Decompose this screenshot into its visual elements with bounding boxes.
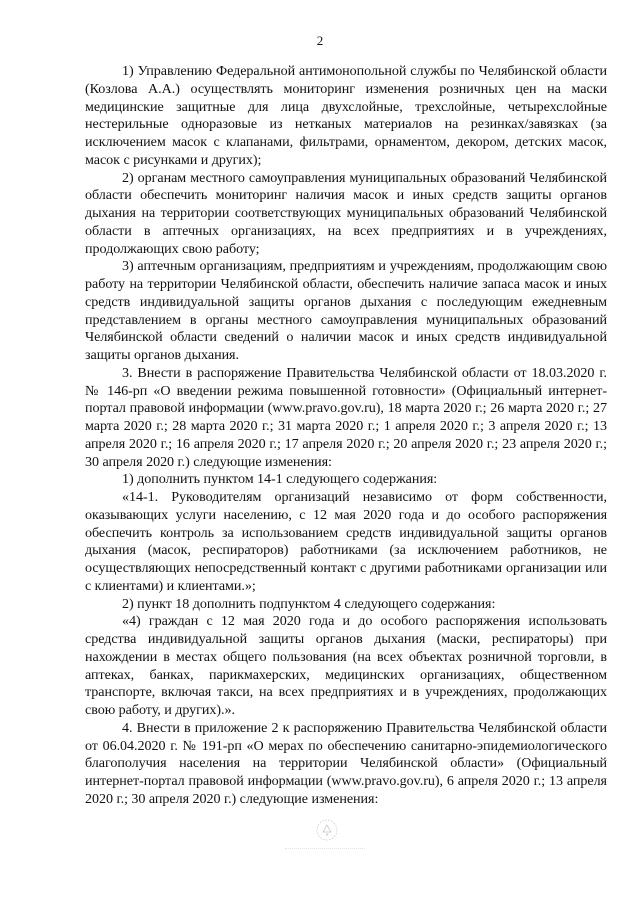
paragraph-3: 3) аптечным организациям, предприятиям и учреждениям, продолжающим свою работу на территории Челябинской области, обеспечить наличие запаса масок и иных средств индивидуальной защиты органов дыхания с последующим ежедневным представлением в органы местного самоуправления муниципальных образований Челябинской области сведений о наличии масок и иных средств индивидуальной защиты органов дыхания. — [85, 258, 607, 363]
paragraph-7: 2) пункт 18 дополнить подпунктом 4 следующего содержания: — [122, 595, 496, 612]
document-body — [85, 63, 607, 809]
paragraph-9: 4. Внести в приложение 2 к распоряжению Правительства Челябинской области от 06.04.2020 г. № 191-рп «О мерах по обеспечению санитарно-эпидемиологического благополучия населения на территории Челябинской области» (Официальный интернет-портал правовой информации (www.pravo.gov.ru), 6 апреля 2020 г.; 13 апреля 2020 г.; 30 апреля 2020 г.) следующие изменения: — [85, 719, 607, 807]
faint-scan-mark — [285, 848, 365, 850]
faint-emblem-stamp-icon — [315, 818, 339, 842]
page-number: 2 — [316, 33, 324, 48]
paragraph-1: 1) Управлению Федеральной антимонопольной службы по Челябинской области (Козлова А.А.) осуществлять мониторинг изменения розничных цен на маски медицинские защитные для лица двухслойные, трехслойные, четырехслойные нестерильные одноразовые из нетканых материалов на резинках/завязках (за исключением масок с клапанами, фильтрами, орнаментом, декором, детских масок, масок с рисунками и других); — [85, 63, 607, 168]
paragraph-6: «14-1. Руководителям организаций независимо от форм собственности, оказывающих услуги населению, с 12 мая 2020 года и до особого распоряжения обеспечить контроль за использованием средств индивидуальной защиты органов дыхания (масок, респираторов) работниками (за исключением работников, не осуществляющих непосредственный контакт с другими работниками организации или с клиентами) и клиентами.»; — [85, 489, 607, 594]
paragraph-4: 3. Внести в распоряжение Правительства Челябинской области от 18.03.2020 г. № 146-рп «О введении режима повышенной готовности» (Официальный интернет-портал правовой информации (www.pravo.gov.ru), 18 марта 2020 г.; 26 марта 2020 г.; 27 марта 2020 г.; 28 марта 2020 г.; 31 марта 2020 г.; 1 апреля 2020 г.; 3 апреля 2020 г.; 13 апреля 2020 г.; 16 апреля 2020 г.; 17 апреля 2020 г.; 20 апреля 2020 г.; 23 апреля 2020 г.; 30 апреля 2020 г.) следующие изменения: — [85, 364, 607, 470]
paragraph-2: 2) органам местного самоуправления муниципальных образований Челябинской области обеспечить мониторинг наличия масок и иных средств защиты органов дыхания на территории соответствующих муниципальных образований Челябинской области в аптечных организациях, на всех предприятиях и в учреждениях, продолжающих свою работу; — [85, 169, 607, 257]
paragraph-8: «4) граждан с 12 мая 2020 года и до особого распоряжения использовать средства индивидуальной защиты органов дыхания (маски, респираторы) при нахождении в местах общего пользования (на всех объектах розничной торговли, в аптеках, банках, парикмахерских, медицинских организациях, общественном транспорте, включая такси, на всех предприятиях и в учреждениях, продолжающих свою работу, и других).». — [85, 613, 607, 718]
paragraph-5: 1) дополнить пунктом 14-1 следующего содержания: — [122, 471, 438, 488]
